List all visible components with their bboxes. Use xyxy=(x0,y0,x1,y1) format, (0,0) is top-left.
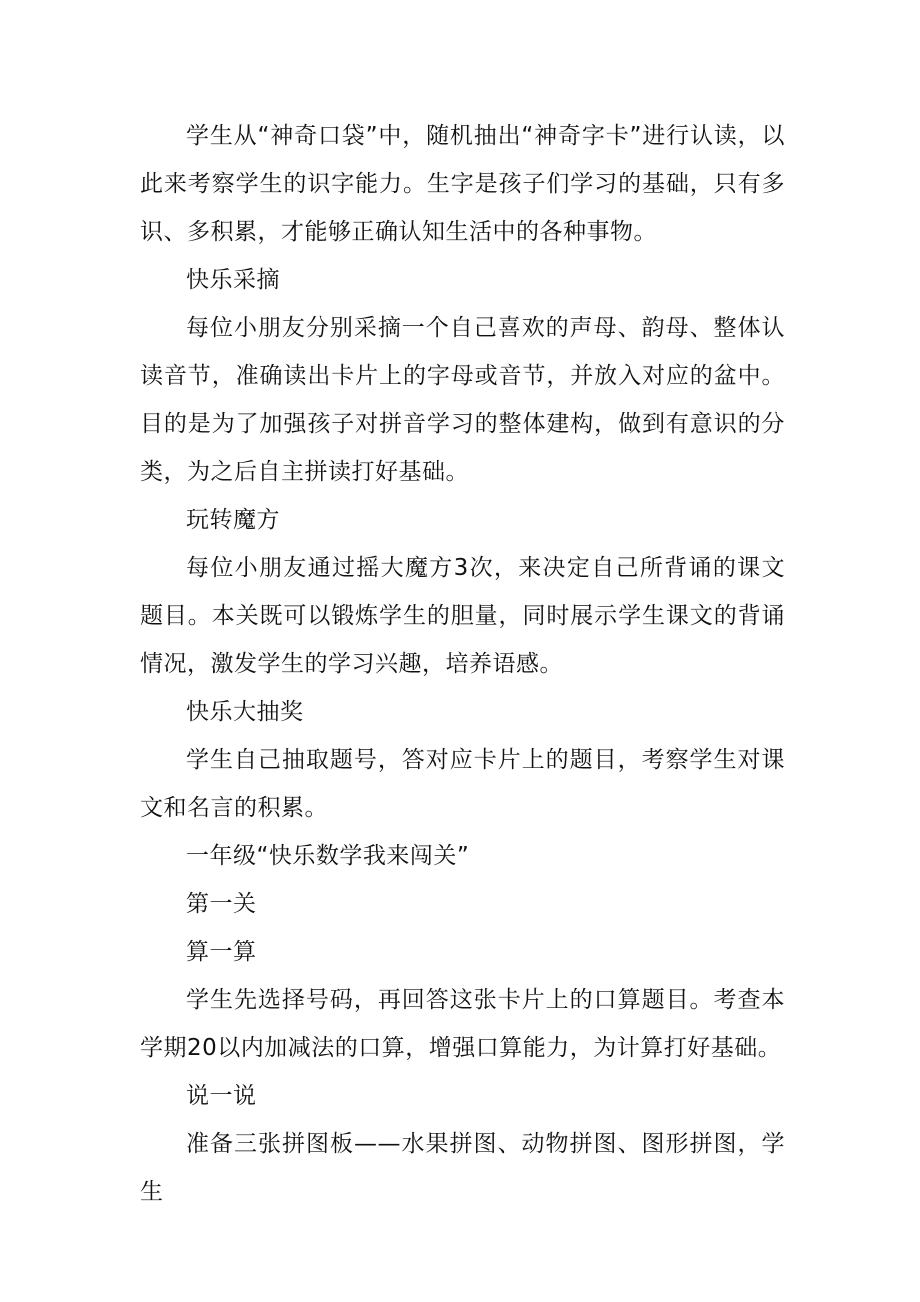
heading-magic-cube: 玩转魔方 xyxy=(186,507,280,533)
heading-happy-picking: 快乐采摘 xyxy=(186,267,280,293)
paragraph-magic-pocket: 学生从“神奇口袋”中，随机抽出“神奇字卡”进行认读，以此来考察学生的识字能力。生字是孩子们学习的基础，只有多识、多积累，才能够正确认知生活中的各种事物。 xyxy=(140,123,785,245)
paragraph-calculate: 学生先选择号码，再回答这张卡片上的口算题目。考查本学期20以内加减法的口算，增强口算能力，为计算打好基础。 xyxy=(140,987,785,1061)
heading-lucky-draw: 快乐大抽奖 xyxy=(186,699,304,725)
heading-speak: 说一说 xyxy=(186,1083,257,1109)
paragraph-speak: 准备三张拼图板——水果拼图、动物拼图、图形拼图，学生 xyxy=(140,1131,785,1205)
paragraph-happy-picking: 每位小朋友分别采摘一个自己喜欢的声母、韵母、整体认读音节，准确读出卡片上的字母或音节，并放入对应的盆中。目的是为了加强孩子对拼音学习的整体建构，做到有意识的分类，为之后自主拼读打好基础。 xyxy=(140,315,785,485)
heading-calculate: 算一算 xyxy=(186,939,257,965)
heading-grade-one-math: 一年级“快乐数学我来闯关” xyxy=(186,843,470,869)
paragraph-magic-cube: 每位小朋友通过摇大魔方3次，来决定自己所背诵的课文题目。本关既可以锻炼学生的胆量，同时展示学生课文的背诵情况，激发学生的学习兴趣，培养语感。 xyxy=(140,555,785,677)
heading-level-one: 第一关 xyxy=(186,891,257,917)
paragraph-lucky-draw: 学生自己抽取题号，答对应卡片上的题目，考察学生对课文和名言的积累。 xyxy=(140,747,785,821)
document-page xyxy=(140,112,785,1216)
